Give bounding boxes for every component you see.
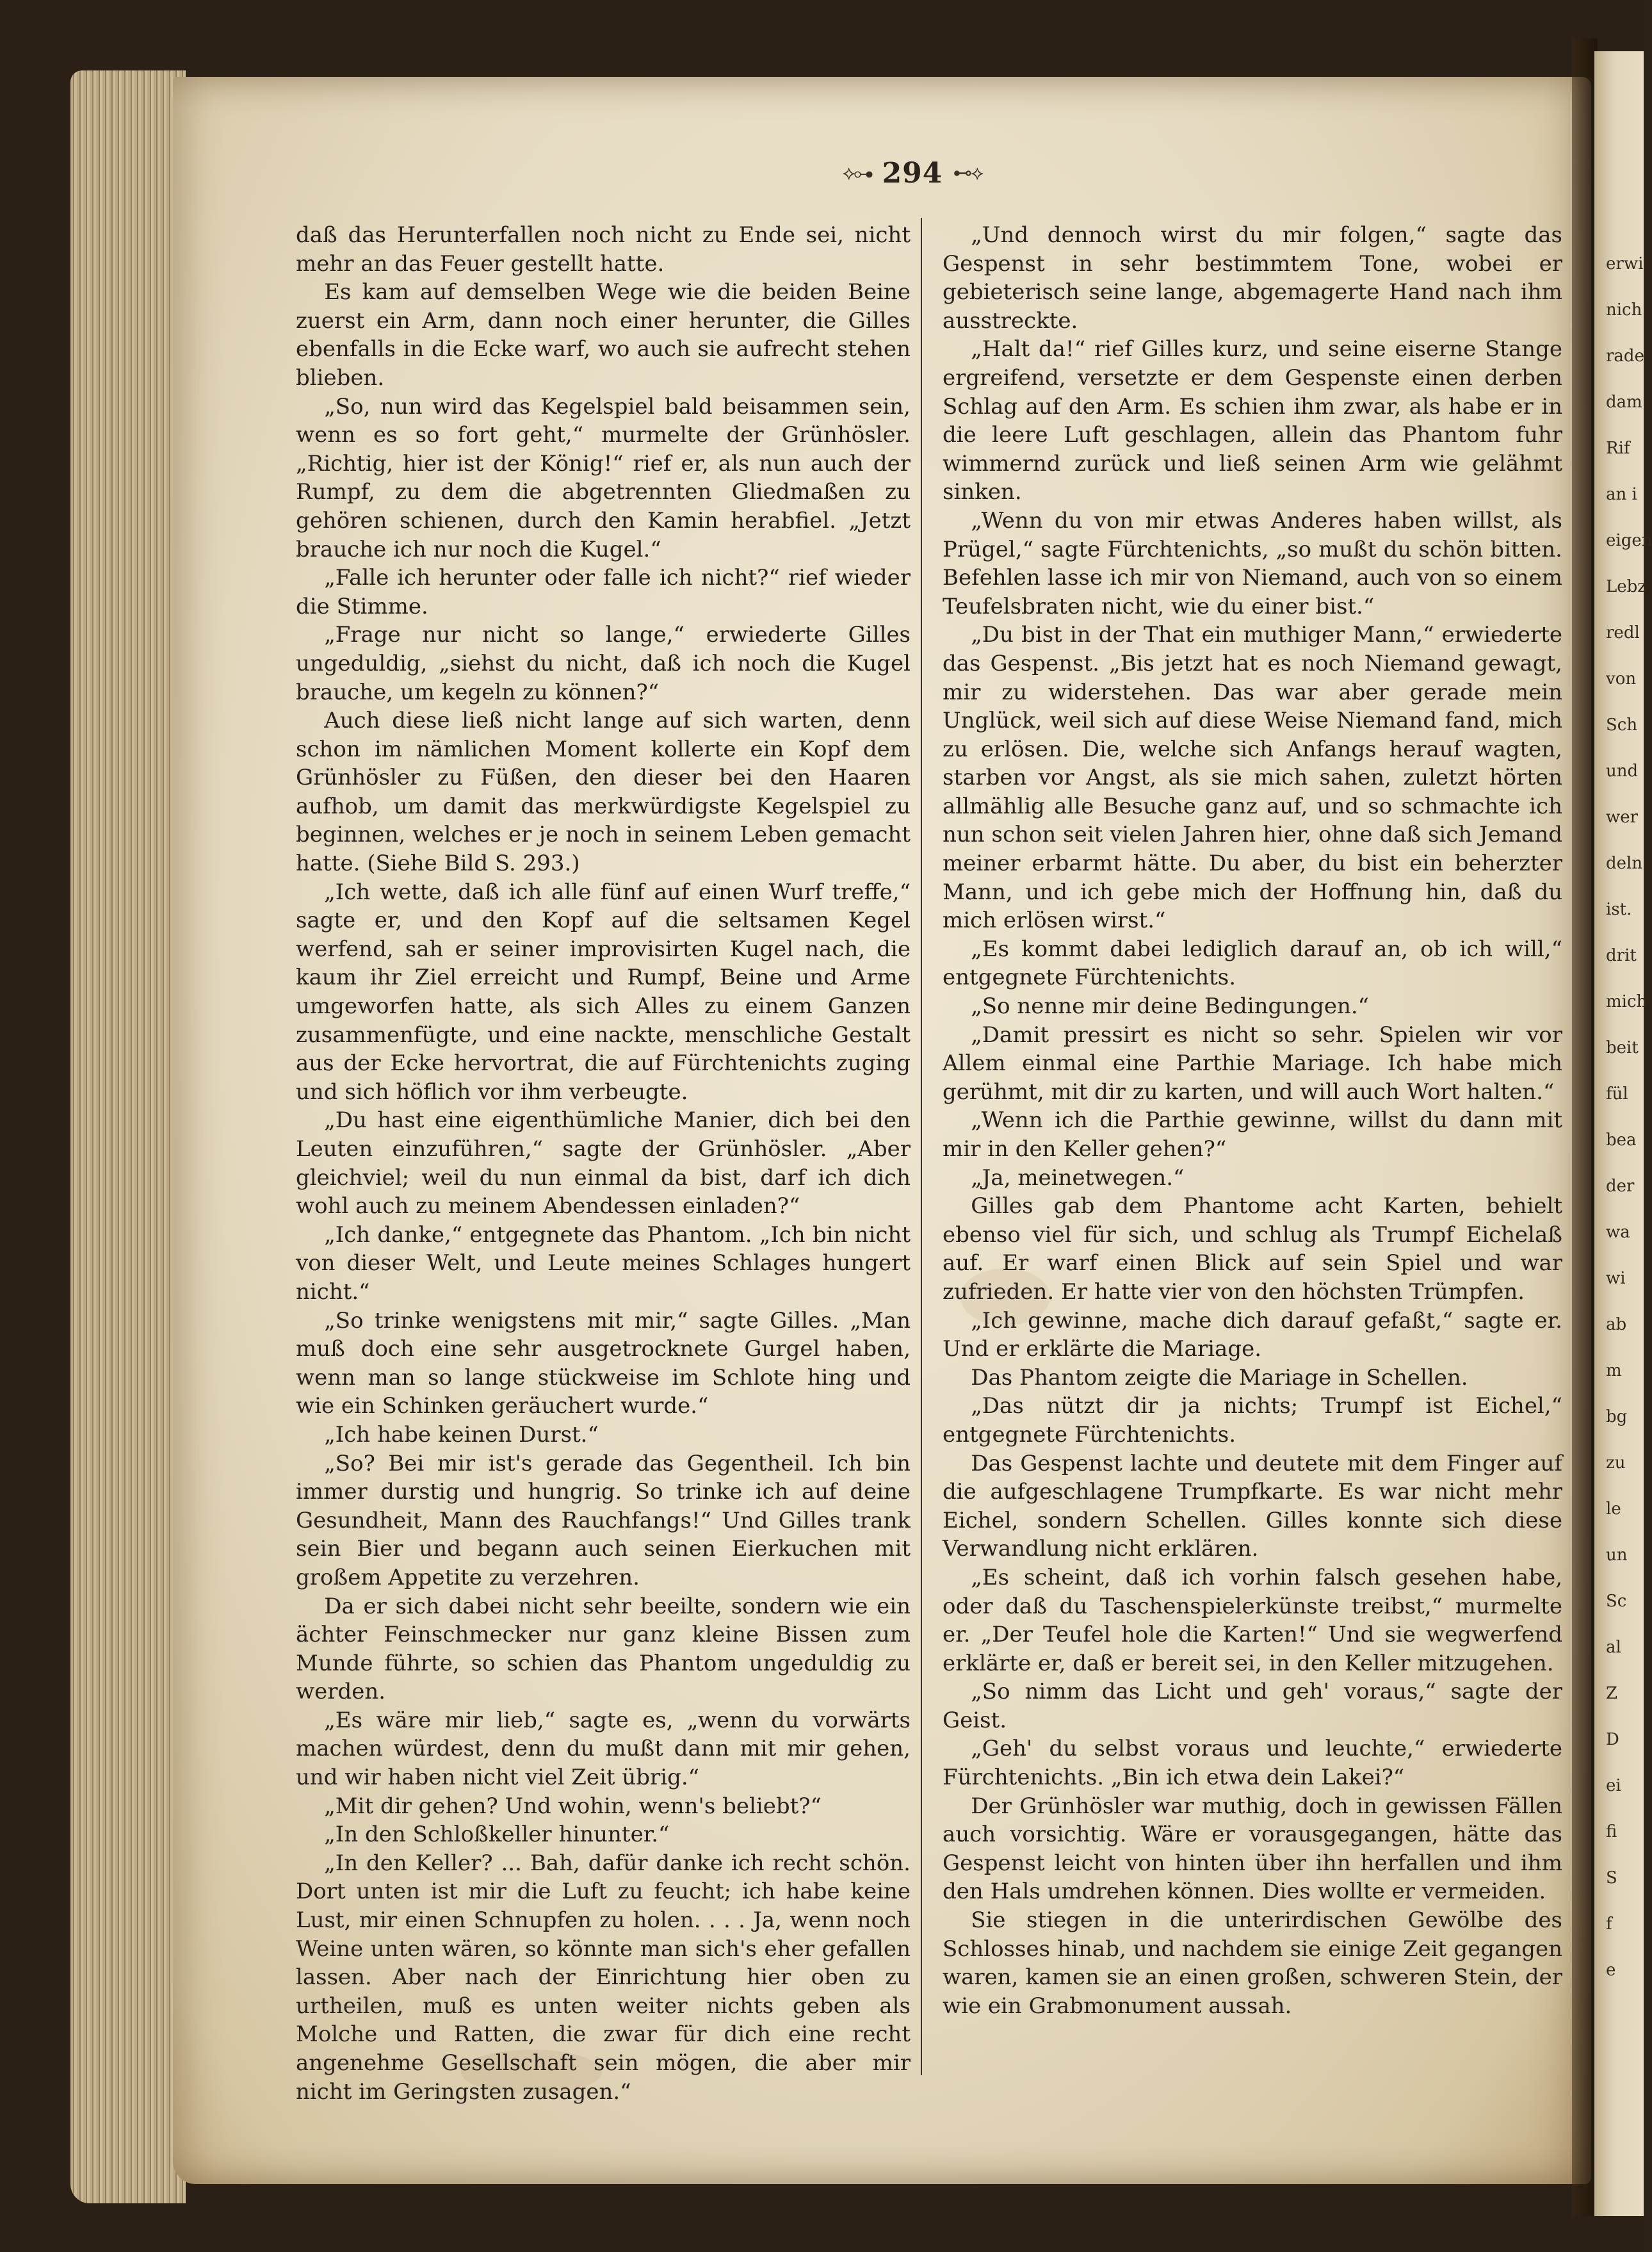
paragraph: „Und dennoch wirst du mir folgen,“ sagte das Gespenst in sehr bestimmtem Tone, wobei er gebieterisch seine lange, abgemagerte Hand nach ihm ausstreckte. [943, 222, 1562, 334]
adjacent-page-fragment: beit [1606, 1038, 1639, 1057]
paragraph: „Das nützt dir ja nichts; Trumpf ist Eichel,“ entgegnete Fürchtenichts. [943, 1393, 1562, 1448]
adjacent-page-fragment: D [1606, 1730, 1619, 1749]
adjacent-page-fragment: und [1606, 762, 1639, 781]
adjacent-page-fragment: mich [1606, 992, 1648, 1011]
adjacent-page-fragment: an i [1606, 485, 1637, 504]
paragraph: Auch diese ließ nicht lange auf sich warten, denn schon im nämlichen Moment kollerte ein Kopf dem Grünhösler zu Füßen, den dieser bei den Haaren aufhob, um damit das merkwürdigste Kegelspiel zu beginnen, welches er je noch in seinem Leben gemacht hatte. (Siehe Bild S. 293.) [296, 708, 911, 877]
left-text-column [296, 221, 911, 2106]
adjacent-page-fragment: un [1606, 1546, 1628, 1565]
paragraph: „Du hast eine eigenthümliche Manier, dich bei den Leuten einzuführen,“ sagte der Grünhösler. „Aber gleichviel; weil du nun einmal da bist, darf ich dich wohl auch zu meinem Abendessen einladen?“ [296, 1107, 911, 1220]
adjacent-page [1594, 51, 1652, 2216]
paragraph: „Es wäre mir lieb,“ sagte es, „wenn du vorwärts machen würdest, denn du mußt dann mit mir gehen, und wir haben nicht viel Zeit übrig.“ [296, 1707, 911, 1791]
paragraph: „Ich danke,“ entgegnete das Phantom. „Ich bin nicht von dieser Welt, und Leute meines Schlages hungert nicht.“ [296, 1221, 911, 1305]
page-header [810, 151, 1015, 195]
paragraph: „So nenne mir deine Bedingungen.“ [971, 993, 1370, 1020]
page-edges [70, 70, 186, 2203]
paragraph: Der Grünhösler war muthig, doch in gewissen Fällen auch vorsichtig. Wäre er vorausgegangen, hätte das Gespenst leicht von hinten über ihn herfallen und ihm den Hals umdrehen können. Dies wollte er vermeiden. [943, 1793, 1562, 1905]
paragraph: „Ich gewinne, mache dich darauf gefaßt,“ sagte er. Und er erklärte die Mariage. [943, 1307, 1562, 1362]
paragraph: „Damit pressirt es nicht so sehr. Spielen wir vor Allem einmal eine Parthie Mariage. Ich habe mich gerühmt, mit dir zu karten, und will auch Wort halten.“ [943, 1022, 1562, 1105]
adjacent-page-fragment: ist. [1606, 900, 1632, 919]
adjacent-page-fragment: Z [1606, 1684, 1618, 1703]
column-divider [921, 218, 922, 2075]
adjacent-page-fragment: bg [1606, 1407, 1628, 1426]
adjacent-page-fragment: von [1606, 669, 1637, 689]
paragraph: „Es scheint, daß ich vorhin falsch gesehen habe, oder daß du Taschenspielerkünste treibst,“ murmelte er. „Der Teufel hole die Karten!“ Und sie wegwerfend erklärte er, daß er bereit sei, in den Keller mitzugehen. [943, 1564, 1562, 1676]
paragraph: „Ich wette, daß ich alle fünf auf einen Wurf treffe,“ sagte er, und den Kopf auf die seltsamen Kegel werfend, sah er seiner improvisirten Kugel nach, die kaum ihr Ziel erreicht und Rumpf, Beine und Arme umgeworfen hatte, als sich Alles zu einem Ganzen zusammenfügte, und eine nackte, menschliche Gestalt aus der Ecke hervortrat, die auf Fürchtenichts zuging und sich höflich vor ihm verbeugte. [296, 879, 911, 1105]
adjacent-page-fragment: zu [1606, 1453, 1626, 1473]
paragraph: „So? Bei mir ist's gerade das Gegentheil. Ich bin immer durstig und hungrig. So trinke ich auf deine Gesundheit, Mann des Rauchfangs!“ Und Gilles trank sein Bier und begann auch seinen Eierkuchen mit großem Appetite zu verzehren. [296, 1450, 911, 1590]
paragraph: „In den Schloßkeller hinunter.“ [324, 1822, 670, 1848]
paragraph: „Ja, meinetwegen.“ [971, 1164, 1185, 1191]
adjacent-page-fragment: rade [1606, 347, 1644, 366]
paragraph: „Mit dir gehen? Und wohin, wenn's beliebt?“ [324, 1793, 822, 1819]
adjacent-page-fragment: e [1606, 1961, 1616, 1980]
paragraph: Das Gespenst lachte und deutete mit dem Finger auf die aufgeschlagene Trumpfkarte. Es war nicht mehr Eichel, sondern Schellen. Gilles konnte sich diese Verwandlung nicht erklären. [943, 1450, 1562, 1562]
adjacent-page-fragment: eigen [1606, 531, 1652, 550]
paragraph: Das Phantom zeigte die Mariage in Schellen. [971, 1364, 1468, 1391]
right-text-column [943, 221, 1562, 2020]
paragraph: „Frage nur nicht so lange,“ erwiederte Gilles ungeduldig, „siehst du nicht, daß ich noch die Kugel brauche, um kegeln zu können?“ [296, 622, 911, 705]
adjacent-page-fragment: der [1606, 1177, 1635, 1196]
page-number: 294 [882, 156, 943, 190]
paragraph: „Wenn du von mir etwas Anderes haben willst, als Prügel,“ sagte Fürchtenichts, „so mußt du schön bitten. Befehlen lasse ich mir von Niemand, auch von so einem Teufelsbraten nicht, wie du einer bist.“ [943, 507, 1562, 619]
adjacent-page-fragment: fi [1606, 1822, 1617, 1841]
adjacent-page-fragment: wer [1606, 808, 1639, 827]
paragraph: Gilles gab dem Phantome acht Karten, behielt ebenso viel für sich, und schlug als Trumpf Eichelaß auf. Er warf einen Blick auf sein Spiel und war zufrieden. Er hatte vier von den höchsten Trümpfen. [943, 1193, 1562, 1305]
adjacent-page-fragment: Lebz [1606, 577, 1646, 596]
paragraph: „Es kommt dabei lediglich darauf an, ob ich will,“ entgegnete Fürchtenichts. [943, 936, 1562, 991]
paragraph: „Geh' du selbst voraus und leuchte,“ erwiederte Fürchtenichts. „Bin ich etwa dein Lakei?“ [943, 1736, 1562, 1791]
adjacent-page-fragment: Sc [1606, 1592, 1627, 1611]
header-ornament-left: ⟡⊶ [842, 161, 872, 184]
paragraph: Da er sich dabei nicht sehr beeilte, sondern wie ein ächter Feinschmecker nur ganz kleine Bissen zum Munde führte, so schien das Phantom ungeduldig zu werden. [296, 1593, 911, 1705]
paragraph: „Halt da!“ rief Gilles kurz, und seine eiserne Stange ergreifend, versetzte er dem Gespenste einen derben Schlag auf den Arm. Es schien ihm zwar, als habe er in die leere Luft geschlagen, allein das Phantom fuhr wimmernd zurück und ließ seinen Arm wie gelähmt sinken. [943, 336, 1562, 505]
adjacent-page-fragment: m [1606, 1361, 1622, 1380]
paragraph: Es kam auf demselben Wege wie die beiden Beine zuerst ein Arm, dann noch einer herunter, die Gilles ebenfalls in die Ecke warf, wo auch sie aufrecht stehen blieben. [296, 279, 911, 391]
adjacent-page-fragment: deln [1606, 854, 1643, 873]
adjacent-page-fragment: al [1606, 1638, 1621, 1657]
header-ornament-right: ⊷⟡ [953, 161, 983, 184]
paragraph: „So nimm das Licht und geh' voraus,“ sagte der Geist. [943, 1679, 1562, 1733]
adjacent-page-fragment: redl [1606, 623, 1640, 642]
paragraph: „So trinke wenigstens mit mir,“ sagte Gilles. „Man muß doch eine sehr ausgetrocknete Gurgel haben, wenn man so lange stückweise im Schlote hing und wie ein Schinken geräuchert wurde.“ [296, 1307, 911, 1419]
adjacent-page-fragment: erwi [1606, 254, 1644, 273]
paragraph: „Wenn ich die Parthie gewinne, willst du dann mit mir in den Keller gehen?“ [943, 1107, 1562, 1162]
paragraph: „Falle ich herunter oder falle ich nicht?“ rief wieder die Stimme. [296, 565, 911, 619]
adjacent-page-fragment: le [1606, 1499, 1621, 1519]
adjacent-page-fragment: wa [1606, 1223, 1630, 1242]
paragraph: „Du bist in der That ein muthiger Mann,“ erwiederte das Gespenst. „Bis jetzt hat es noch Niemand gewagt, mir zu widerstehen. Das war aber gerade mein Unglück, weil sich auf diese Weise Niemand fand, mich zu erlösen. Die, welche sich Anfangs herauf wagten, starben vor Angst, als sie mich sahen, zuletzt hörten allmählig alle Besuche ganz auf, und so schmachte ich nun schon seit vielen Jahren hier, ohne daß sich Jemand meiner erbarmt hätte. Du aber, du bist ein beherzter Mann, und ich gebe mich der Hoffnung hin, daß du mich erlösen wirst.“ [943, 622, 1562, 934]
adjacent-page-fragment: Sch [1606, 715, 1638, 735]
adjacent-page-fragment: dam [1606, 393, 1642, 412]
paragraph: „In den Keller? ... Bah, dafür danke ich recht schön. Dort unten ist mir die Luft zu feucht; ich habe keine Lust, mir einen Schnupfen zu holen. . . . Ja, wenn noch Weine unten wären, so könnte man sich's eher gefallen lassen. Aber nach der Einrichtung hier oben zu urtheilen, muß es unten weiter nichts geben als Molche und Ratten, die zwar für dich eine recht angenehme Gesellschaft sein mögen, die aber mir nicht im Geringsten zusagen.“ [296, 1850, 911, 2105]
adjacent-page-fragment: ei [1606, 1776, 1621, 1795]
adjacent-page-fragment: nich [1606, 300, 1642, 320]
paragraph: „Ich habe keinen Durst.“ [324, 1421, 599, 1448]
adjacent-page-fragment: S [1606, 1868, 1617, 1888]
adjacent-page-fragment: Rif [1606, 439, 1630, 458]
paragraph: „So, nun wird das Kegelspiel bald beisammen sein, wenn es so fort geht,“ murmelte der Grünhösler. „Richtig, hier ist der König!“ rief er, als nun auch der Rumpf, zu dem die abgetrennten Gliedmaßen zu gehören schienen, durch den Kamin herabfiel. „Jetzt brauche ich nur noch die Kugel.“ [296, 393, 911, 562]
adjacent-page-fragment: fül [1606, 1084, 1628, 1104]
paragraph: daß das Herunterfallen noch nicht zu Ende sei, nicht mehr an das Feuer gestellt hatte. [296, 222, 911, 277]
adjacent-page-fragment: bea [1606, 1130, 1637, 1150]
adjacent-page-fragment: drit [1606, 946, 1637, 965]
gutter-shadow [1572, 38, 1598, 2216]
adjacent-page-fragment: wi [1606, 1269, 1626, 1288]
adjacent-page-fragment: f [1606, 1914, 1612, 1934]
paragraph: Sie stiegen in die unterirdischen Gewölbe des Schlosses hinab, und nachdem sie einige Zeit gegangen waren, kamen sie an einen großen, schweren Stein, der wie ein Grabmonument aussah. [943, 1907, 1562, 2019]
adjacent-page-fragment: ab [1606, 1315, 1627, 1334]
